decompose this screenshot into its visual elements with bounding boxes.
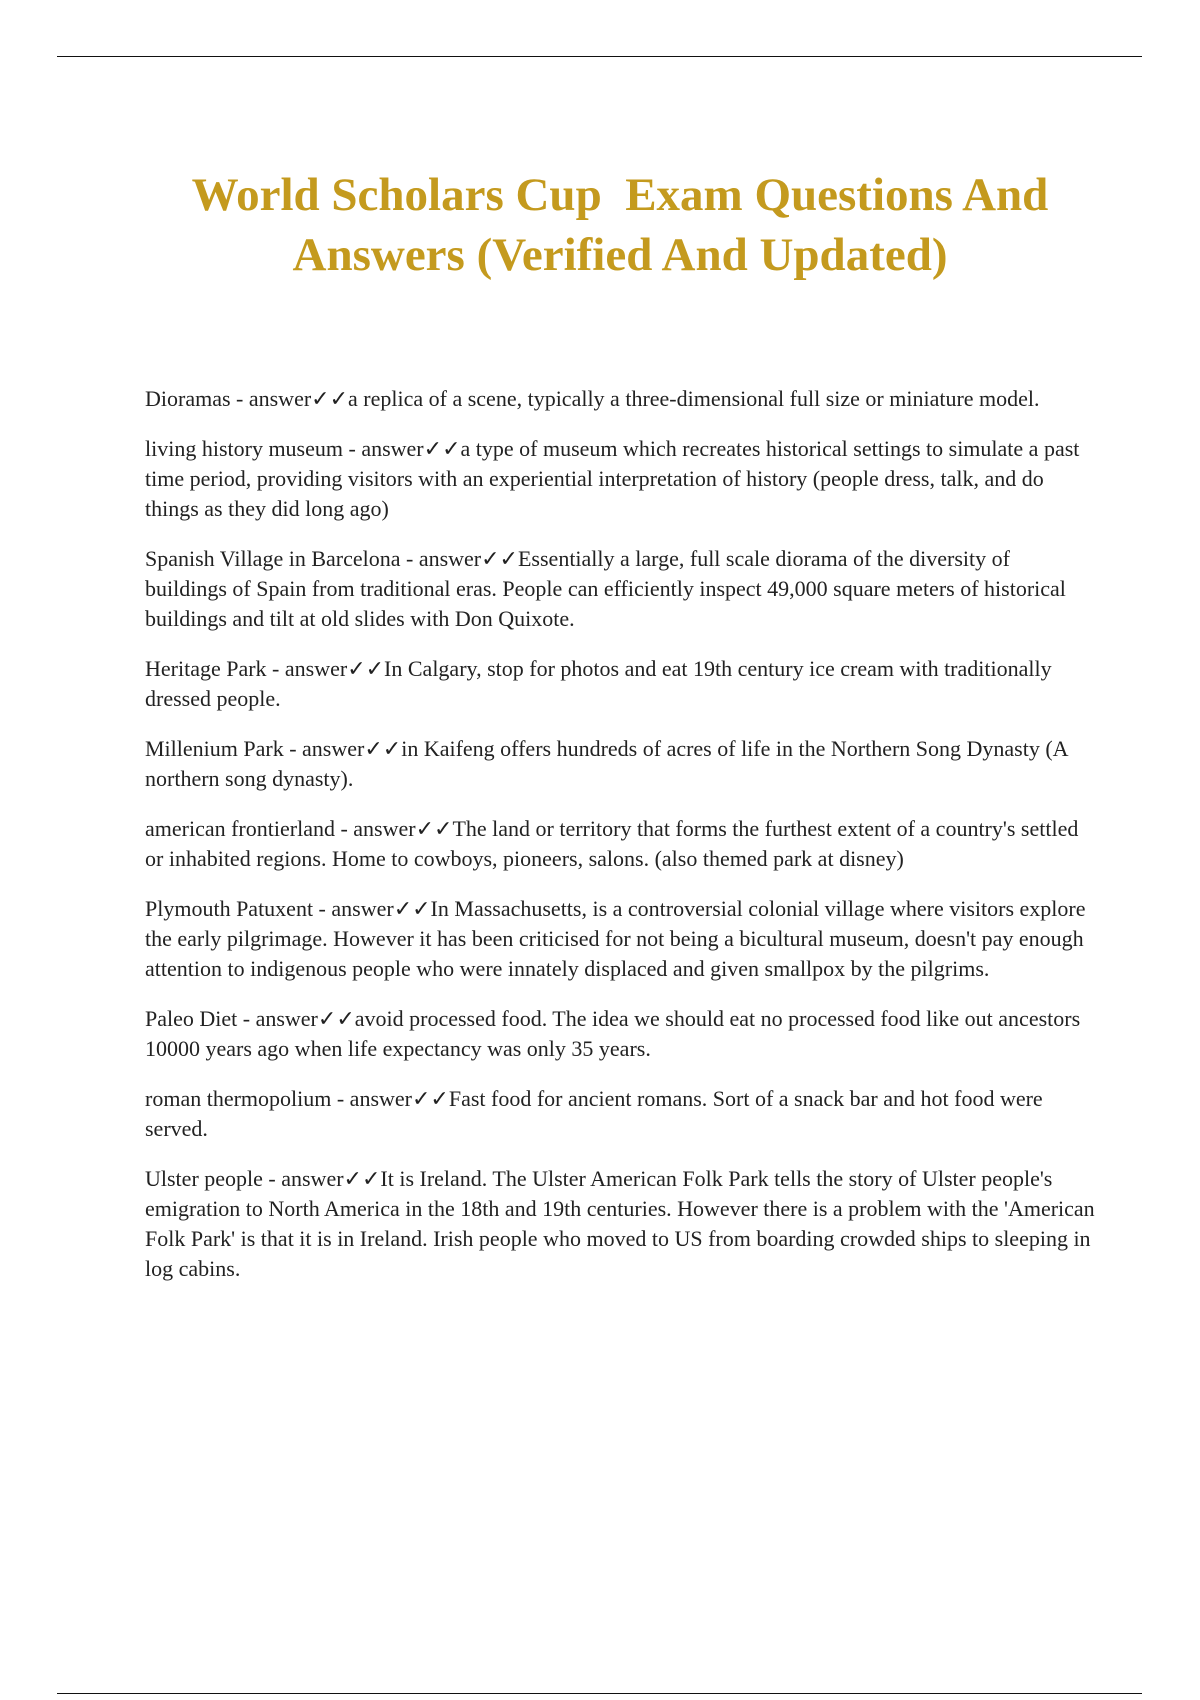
qa-entry-living-history-museum: living history museum - answer✓✓a type of museum which recreates historical settings to simulate a past time period, providing visitors with an experiential interpretation of history (people dress, talk, and do things as they did long ago) — [145, 436, 1080, 521]
qa-entry-ulster-people: Ulster people - answer✓✓It is Ireland. The Ulster American Folk Park tells the story of Ulster people's emigration to North America in the 18th and 19th centuries. However there is a problem with the 'American Folk Park' is that it is in Ireland. Irish people who moved to US from boarding crowded ships to sleeping in log cabins. — [145, 1166, 1095, 1281]
qa-entry-paleo-diet: Paleo Diet - answer✓✓avoid processed food. The idea we should eat no processed food like out ancestors 10000 years ago when life expectancy was only 35 years. — [145, 1006, 1081, 1061]
qa-entry-heritage-park: Heritage Park - answer✓✓In Calgary, stop for photos and eat 19th century ice cream with traditionally dressed people. — [145, 656, 1052, 711]
document-title: World Scholars Cup Exam Questions And Answers (Verified And Updated) — [191, 169, 1058, 281]
qa-entry-plymouth-patuxent: Plymouth Patuxent - answer✓✓In Massachusetts, is a controversial colonial village where visitors explore the early pilgrimage. However it has been criticised for not being a bicultural museum, doesn't pay enough attention to indigenous people who were innately displaced and given smallpox by the pilgrims. — [145, 896, 1086, 981]
bottom-divider — [57, 1693, 1142, 1694]
qa-entry-american-frontierland: american frontierland - answer✓✓The land or territory that forms the furthest extent of a country's settled or inhabited regions. Home to cowboys, pioneers, salons. (also themed park at disney) — [145, 816, 1079, 871]
qa-entry-millenium-park: Millenium Park - answer✓✓in Kaifeng offers hundreds of acres of life in the Northern Song Dynasty (A northern song dynasty). — [145, 736, 1068, 791]
qa-entry-dioramas: Dioramas - answer✓✓a replica of a scene, typically a three-dimensional full size or miniature model. — [145, 386, 1040, 411]
qa-list — [145, 384, 1095, 1304]
top-divider — [57, 56, 1142, 57]
qa-entry-spanish-village: Spanish Village in Barcelona - answer✓✓Essentially a large, full scale diorama of the diversity of buildings of Spain from traditional eras. People can efficiently inspect 49,000 square meters of historical buildings and tilt at old slides with Don Quixote. — [145, 546, 1066, 631]
qa-entry-roman-thermopolium: roman thermopolium - answer✓✓Fast food for ancient romans. Sort of a snack bar and hot food were served. — [145, 1086, 1043, 1141]
